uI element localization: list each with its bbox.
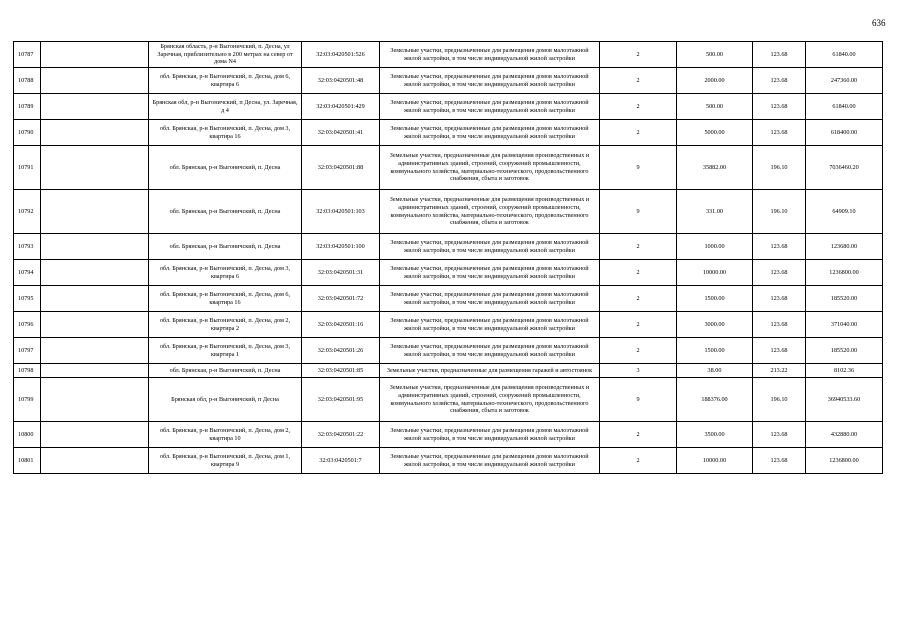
page-number: 636	[872, 18, 886, 28]
empty-cell	[41, 422, 149, 448]
cadastral-number-cell: 32:03:0420501:48	[302, 68, 380, 94]
empty-cell	[41, 286, 149, 312]
usage-group-cell: 2	[600, 260, 677, 286]
table-row	[14, 190, 883, 234]
address-cell: обл. Брянская, р-н Выгоничский, п. Десна, дом 2, квартира 2	[149, 312, 302, 338]
record-number: 10790	[14, 120, 41, 146]
specific-value-cell: 123.68	[753, 286, 806, 312]
specific-value-cell: 123.68	[753, 94, 806, 120]
address-cell: обл. Брянская, р-н Выгоничский, п. Десна, дом 6, квартира 16	[149, 286, 302, 312]
address-cell: Брянская обл, р-н Выгоничский, п Десна, ул. Заречная, д 4	[149, 94, 302, 120]
area-cell: 38.00	[677, 364, 753, 378]
land-usage-cell: Земельные участки, предназначенные для размещения домов малоэтажной жилой застройки, в том числе индивидуальной жилой застройки	[380, 42, 600, 68]
empty-cell	[41, 146, 149, 190]
address-cell: Брянская обл, р-н Выгоничский, п Десна	[149, 378, 302, 422]
cadastral-number-cell: 32:03:0420501:95	[302, 378, 380, 422]
area-cell: 3000.00	[677, 312, 753, 338]
specific-value-cell: 196.10	[753, 190, 806, 234]
table-row	[14, 448, 883, 474]
land-usage-cell: Земельные участки, предназначенные для размещения домов малоэтажной жилой застройки, в том числе индивидуальной жилой застройки	[380, 286, 600, 312]
table-row	[14, 338, 883, 364]
address-cell: обл. Брянская, р-н Выгоничский, п. Десна, дом 2, квартира 10	[149, 422, 302, 448]
area-cell: 500.00	[677, 42, 753, 68]
address-cell: обл. Брянская, р-н Выгоничский, п. Десна	[149, 234, 302, 260]
usage-group-cell: 2	[600, 286, 677, 312]
cadastral-value-cell: 247360.00	[806, 68, 883, 94]
record-number: 10801	[14, 448, 41, 474]
specific-value-cell: 123.68	[753, 42, 806, 68]
specific-value-cell: 123.68	[753, 422, 806, 448]
specific-value-cell: 123.68	[753, 312, 806, 338]
land-usage-cell: Земельные участки, предназначенные для размещения домов малоэтажной жилой застройки, в том числе индивидуальной жилой застройки	[380, 338, 600, 364]
land-usage-cell: Земельные участки, предназначенные для размещения домов малоэтажной жилой застройки, в том числе индивидуальной жилой застройки	[380, 312, 600, 338]
empty-cell	[41, 312, 149, 338]
table-row	[14, 422, 883, 448]
empty-cell	[41, 68, 149, 94]
cadastral-number-cell: 32:03:0420501:26	[302, 338, 380, 364]
table-row	[14, 120, 883, 146]
empty-cell	[41, 260, 149, 286]
cadastral-number-cell: 32:03:0420501:31	[302, 260, 380, 286]
land-usage-cell: Земельные участки, предназначенные для размещения производственных и административных зданий, строений, сооружений промышленности, коммунального хозяйства, материально-технического, продовольственного снабжения, сбыта и заготовок	[380, 146, 600, 190]
table-row	[14, 260, 883, 286]
address-cell: обл. Брянская, р-н Выгоничский, п. Десна, дом 6, квартира 6	[149, 68, 302, 94]
usage-group-cell: 2	[600, 422, 677, 448]
land-usage-cell: Земельные участки, предназначенные для размещения домов малоэтажной жилой застройки, в том числе индивидуальной жилой застройки	[380, 120, 600, 146]
record-number: 10794	[14, 260, 41, 286]
address-cell: обл. Брянская, р-н Выгоничский, п. Десна, дом 1, квартира 9	[149, 448, 302, 474]
address-cell: обл. Брянская, р-н Выгоничский, п. Десна, дом 3, квартира 16	[149, 120, 302, 146]
cadastral-value-cell: 618400.00	[806, 120, 883, 146]
record-number: 10787	[14, 42, 41, 68]
cadastral-number-cell: 32:03:0420501:16	[302, 312, 380, 338]
table-row	[14, 364, 883, 378]
table-row	[14, 94, 883, 120]
cadastral-number-cell: 32:03:0420501:100	[302, 234, 380, 260]
land-usage-cell: Земельные участки, предназначенные для размещения производственных и административных зданий, строений, сооружений промышленности, коммунального хозяйства, материально-технического, продовольственного снабжения, сбыта и заготовок	[380, 190, 600, 234]
usage-group-cell: 2	[600, 94, 677, 120]
record-number: 10788	[14, 68, 41, 94]
registry-table-body	[14, 42, 883, 474]
usage-group-cell: 2	[600, 312, 677, 338]
empty-cell	[41, 94, 149, 120]
record-number: 10792	[14, 190, 41, 234]
address-cell: обл. Брянская, р-н Выгоничский, п. Десна	[149, 146, 302, 190]
table-row	[14, 312, 883, 338]
empty-cell	[41, 234, 149, 260]
empty-cell	[41, 364, 149, 378]
table-row	[14, 378, 883, 422]
land-usage-cell: Земельные участки, предназначенные для размещения домов малоэтажной жилой застройки, в том числе индивидуальной жилой застройки	[380, 448, 600, 474]
usage-group-cell: 2	[600, 120, 677, 146]
cadastral-value-cell: 1236800.00	[806, 448, 883, 474]
address-cell: обл. Брянская, р-н Выгоничский, п. Десна, дом 3, квартира 1	[149, 338, 302, 364]
area-cell: 1500.00	[677, 338, 753, 364]
empty-cell	[41, 378, 149, 422]
area-cell: 331.00	[677, 190, 753, 234]
usage-group-cell: 9	[600, 146, 677, 190]
cadastral-value-cell: 371040.00	[806, 312, 883, 338]
table-row	[14, 42, 883, 68]
empty-cell	[41, 338, 149, 364]
record-number: 10800	[14, 422, 41, 448]
cadastral-value-cell: 64909.10	[806, 190, 883, 234]
specific-value-cell: 196.10	[753, 378, 806, 422]
cadastral-value-cell: 185520.00	[806, 338, 883, 364]
address-cell: обл. Брянская, р-н Выгоничский, п. Десна	[149, 190, 302, 234]
usage-group-cell: 2	[600, 448, 677, 474]
usage-group-cell: 2	[600, 68, 677, 94]
land-usage-cell: Земельные участки, предназначенные для размещения домов малоэтажной жилой застройки, в том числе индивидуальной жилой застройки	[380, 260, 600, 286]
record-number: 10791	[14, 146, 41, 190]
cadastral-value-cell: 61840.00	[806, 94, 883, 120]
empty-cell	[41, 190, 149, 234]
cadastral-number-cell: 32:03:0420501:72	[302, 286, 380, 312]
cadastral-value-cell: 7036460.20	[806, 146, 883, 190]
area-cell: 5000.00	[677, 120, 753, 146]
cadastral-value-cell: 185520.00	[806, 286, 883, 312]
area-cell: 3500.00	[677, 422, 753, 448]
usage-group-cell: 3	[600, 364, 677, 378]
table-row	[14, 286, 883, 312]
land-usage-cell: Земельные участки, предназначенные для размещения домов малоэтажной жилой застройки, в том числе индивидуальной жилой застройки	[380, 94, 600, 120]
cadastral-number-cell: 32:03:0420501:7	[302, 448, 380, 474]
cadastral-number-cell: 32:03:0420501:41	[302, 120, 380, 146]
address-cell: Брянская область, р-н Выгоничский, п. Десна, ул Заречная, приблизительно в 200 метрах на север от дома N4	[149, 42, 302, 68]
empty-cell	[41, 448, 149, 474]
usage-group-cell: 9	[600, 378, 677, 422]
area-cell: 10000.00	[677, 448, 753, 474]
specific-value-cell: 123.68	[753, 448, 806, 474]
cadastral-value-cell: 8102.36	[806, 364, 883, 378]
specific-value-cell: 123.68	[753, 338, 806, 364]
record-number: 10799	[14, 378, 41, 422]
cadastral-value-cell: 1236800.00	[806, 260, 883, 286]
record-number: 10796	[14, 312, 41, 338]
empty-cell	[41, 42, 149, 68]
area-cell: 10000.00	[677, 260, 753, 286]
area-cell: 1500.00	[677, 286, 753, 312]
cadastral-value-cell: 61840.00	[806, 42, 883, 68]
address-cell: обл. Брянская, р-н Выгоничский, п. Десна	[149, 364, 302, 378]
table-row	[14, 68, 883, 94]
record-number: 10793	[14, 234, 41, 260]
cadastral-number-cell: 32:03:0420501:103	[302, 190, 380, 234]
area-cell: 188376.00	[677, 378, 753, 422]
usage-group-cell: 2	[600, 234, 677, 260]
cadastral-value-cell: 123680.00	[806, 234, 883, 260]
specific-value-cell: 123.68	[753, 68, 806, 94]
record-number: 10795	[14, 286, 41, 312]
cadastral-value-cell: 36940533.60	[806, 378, 883, 422]
record-number: 10789	[14, 94, 41, 120]
cadastral-number-cell: 32:03:0420501:429	[302, 94, 380, 120]
table-row	[14, 146, 883, 190]
cadastral-value-cell: 432880.00	[806, 422, 883, 448]
area-cell: 35882.00	[677, 146, 753, 190]
specific-value-cell: 123.68	[753, 234, 806, 260]
usage-group-cell: 2	[600, 42, 677, 68]
land-usage-cell: Земельные участки, предназначенные для размещения гаражей и автостоянок	[380, 364, 600, 378]
cadastral-number-cell: 32:03:0420501:22	[302, 422, 380, 448]
land-registry-table	[13, 41, 883, 474]
address-cell: обл. Брянская, р-н Выгоничский, п. Десна, дом 3, квартира 6	[149, 260, 302, 286]
land-usage-cell: Земельные участки, предназначенные для размещения домов малоэтажной жилой застройки, в том числе индивидуальной жилой застройки	[380, 422, 600, 448]
usage-group-cell: 9	[600, 190, 677, 234]
empty-cell	[41, 120, 149, 146]
cadastral-number-cell: 32:03:0420501:88	[302, 146, 380, 190]
land-usage-cell: Земельные участки, предназначенные для размещения производственных и административных зданий, строений, сооружений промышленности, коммунального хозяйства, материально-технического, продовольственного снабжения, сбыта и заготовок	[380, 378, 600, 422]
table-row	[14, 234, 883, 260]
specific-value-cell: 123.68	[753, 120, 806, 146]
land-usage-cell: Земельные участки, предназначенные для размещения домов малоэтажной жилой застройки, в том числе индивидуальной жилой застройки	[380, 68, 600, 94]
specific-value-cell: 196.10	[753, 146, 806, 190]
cadastral-number-cell: 32:03:0420501:85	[302, 364, 380, 378]
area-cell: 1000.00	[677, 234, 753, 260]
record-number: 10798	[14, 364, 41, 378]
area-cell: 500.00	[677, 94, 753, 120]
cadastral-number-cell: 32:03:0420501:526	[302, 42, 380, 68]
record-number: 10797	[14, 338, 41, 364]
area-cell: 2000.00	[677, 68, 753, 94]
usage-group-cell: 2	[600, 338, 677, 364]
land-usage-cell: Земельные участки, предназначенные для размещения домов малоэтажной жилой застройки, в том числе индивидуальной жилой застройки	[380, 234, 600, 260]
specific-value-cell: 213.22	[753, 364, 806, 378]
specific-value-cell: 123.68	[753, 260, 806, 286]
